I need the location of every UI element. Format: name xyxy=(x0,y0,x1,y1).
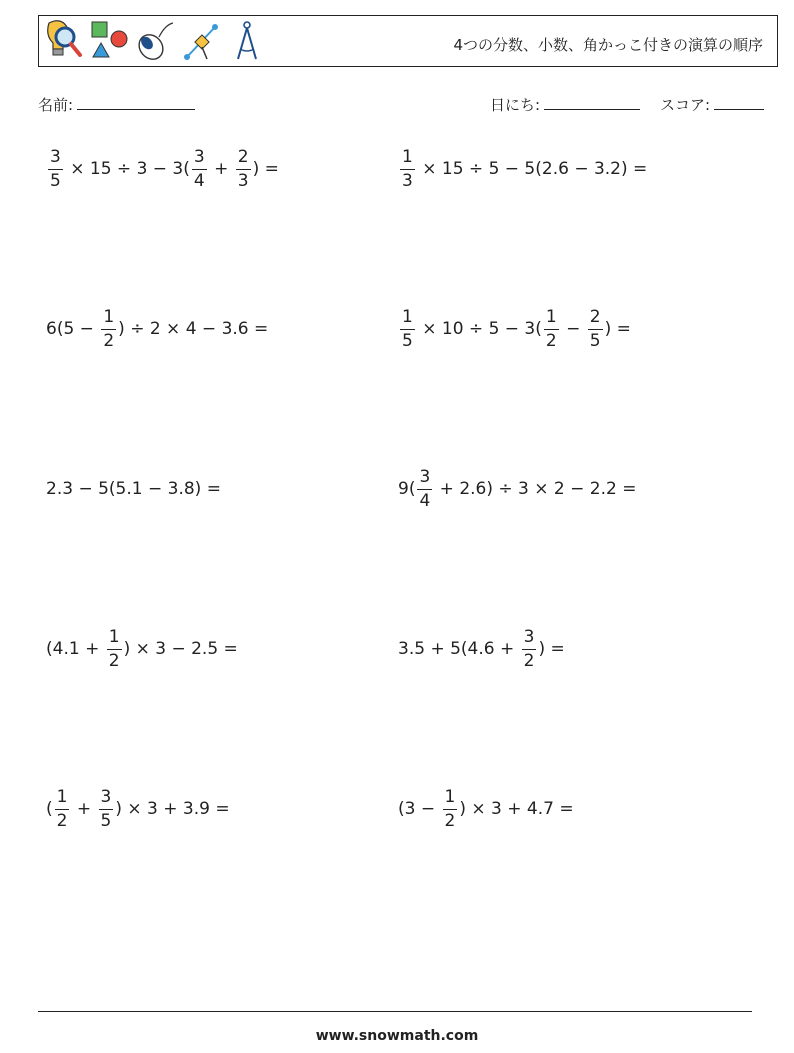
fraction-numerator: 3 xyxy=(417,469,432,490)
fraction xyxy=(48,146,63,191)
fraction-denominator: 4 xyxy=(419,490,431,511)
fraction xyxy=(236,146,251,191)
problem-text: 3.5 + 5(4.6 + xyxy=(398,639,520,659)
problem-text: × 15 ÷ 3 − 3( xyxy=(64,159,190,179)
problem-text: ) × 3 + 3.9 = xyxy=(115,799,230,819)
problem-text: × 15 ÷ 5 − 5(2.6 − 3.2) = xyxy=(416,159,648,179)
fraction-numerator: 1 xyxy=(55,789,70,810)
fraction xyxy=(400,306,415,351)
problem-text: ) = xyxy=(538,639,565,659)
fraction-numerator: 1 xyxy=(101,309,116,330)
score-field xyxy=(660,94,764,115)
worksheet-title: 4つの分数、小数、角かっこ付きの演算の順序 xyxy=(453,36,763,54)
fraction-numerator: 3 xyxy=(522,629,537,650)
problem-text: 2.3 − 5(5.1 − 3.8) = xyxy=(46,479,221,499)
problem-text: ) ÷ 2 × 4 − 3.6 = xyxy=(118,319,269,339)
score-label: スコア: xyxy=(660,96,711,114)
shapes-icon xyxy=(89,19,131,63)
problem-text: ) = xyxy=(252,159,279,179)
date-field xyxy=(490,94,640,115)
fraction-denominator: 3 xyxy=(237,170,249,191)
fraction-numerator: 1 xyxy=(400,309,415,330)
fraction xyxy=(55,786,70,831)
fraction-numerator: 1 xyxy=(400,149,415,170)
problem-text: − xyxy=(560,319,586,339)
problem-1 xyxy=(46,139,279,199)
problem-4 xyxy=(398,299,631,359)
fraction xyxy=(192,146,207,191)
footer-divider xyxy=(38,1011,752,1012)
footer-url: www.snowmath.com xyxy=(315,1028,479,1044)
problem-text: (4.1 + xyxy=(46,639,105,659)
problem-text: (3 − xyxy=(398,799,441,819)
fraction-denominator: 2 xyxy=(444,810,456,831)
fraction-numerator: 2 xyxy=(588,309,603,330)
problem-6 xyxy=(398,459,636,519)
fraction-denominator: 2 xyxy=(103,330,115,351)
fraction xyxy=(443,786,458,831)
lightbulb-magnifier-icon xyxy=(43,19,85,63)
fraction-denominator: 5 xyxy=(589,330,601,351)
problem-text: + 2.6) ÷ 3 × 2 − 2.2 = xyxy=(434,479,637,499)
worksheet-header xyxy=(38,15,778,67)
problem-7 xyxy=(46,619,238,679)
fraction-numerator: 3 xyxy=(192,149,207,170)
fraction-denominator: 5 xyxy=(50,170,61,191)
problem-text: ( xyxy=(46,799,53,819)
problem-text: ) × 3 + 4.7 = xyxy=(459,799,574,819)
fraction-numerator: 2 xyxy=(236,149,251,170)
fraction-denominator: 2 xyxy=(523,650,535,671)
fraction-denominator: 3 xyxy=(402,170,413,191)
fraction xyxy=(107,626,122,671)
problem-text: + xyxy=(208,159,234,179)
problem-10 xyxy=(398,779,574,839)
fraction-denominator: 2 xyxy=(56,810,68,831)
fraction-denominator: 5 xyxy=(100,810,112,831)
date-line[interactable] xyxy=(544,95,640,110)
fraction-denominator: 5 xyxy=(402,330,413,351)
geometry-tool-icon xyxy=(181,19,223,63)
fraction-numerator: 3 xyxy=(99,789,114,810)
problem-text: 9( xyxy=(398,479,416,499)
fraction-denominator: 2 xyxy=(108,650,120,671)
fraction xyxy=(544,306,559,351)
name-line[interactable] xyxy=(77,95,195,110)
problem-5 xyxy=(46,459,221,519)
fraction xyxy=(588,306,603,351)
problem-text: ) × 3 − 2.5 = xyxy=(123,639,238,659)
fraction xyxy=(99,786,114,831)
problem-3 xyxy=(46,299,268,359)
problem-9 xyxy=(46,779,230,839)
fraction xyxy=(400,146,415,191)
fraction xyxy=(101,306,116,351)
problem-text: ) = xyxy=(604,319,631,339)
fraction-numerator: 1 xyxy=(107,629,122,650)
problem-2 xyxy=(398,139,647,199)
problem-text: × 10 ÷ 5 − 3( xyxy=(416,319,542,339)
fraction xyxy=(522,626,537,671)
fraction-denominator: 4 xyxy=(193,170,205,191)
name-field xyxy=(38,94,195,115)
problem-8 xyxy=(398,619,565,679)
fraction-numerator: 1 xyxy=(443,789,458,810)
fraction-numerator: 1 xyxy=(544,309,559,330)
fraction xyxy=(417,466,432,511)
fraction-denominator: 2 xyxy=(545,330,557,351)
compass-icon xyxy=(227,19,269,63)
name-label: 名前: xyxy=(38,96,74,114)
mouse-icon xyxy=(135,19,177,63)
score-line[interactable] xyxy=(714,95,764,110)
problem-text: 6(5 − xyxy=(46,319,100,339)
date-label: 日にち: xyxy=(490,96,541,114)
fraction-numerator: 3 xyxy=(48,149,63,170)
problem-text: + xyxy=(71,799,97,819)
